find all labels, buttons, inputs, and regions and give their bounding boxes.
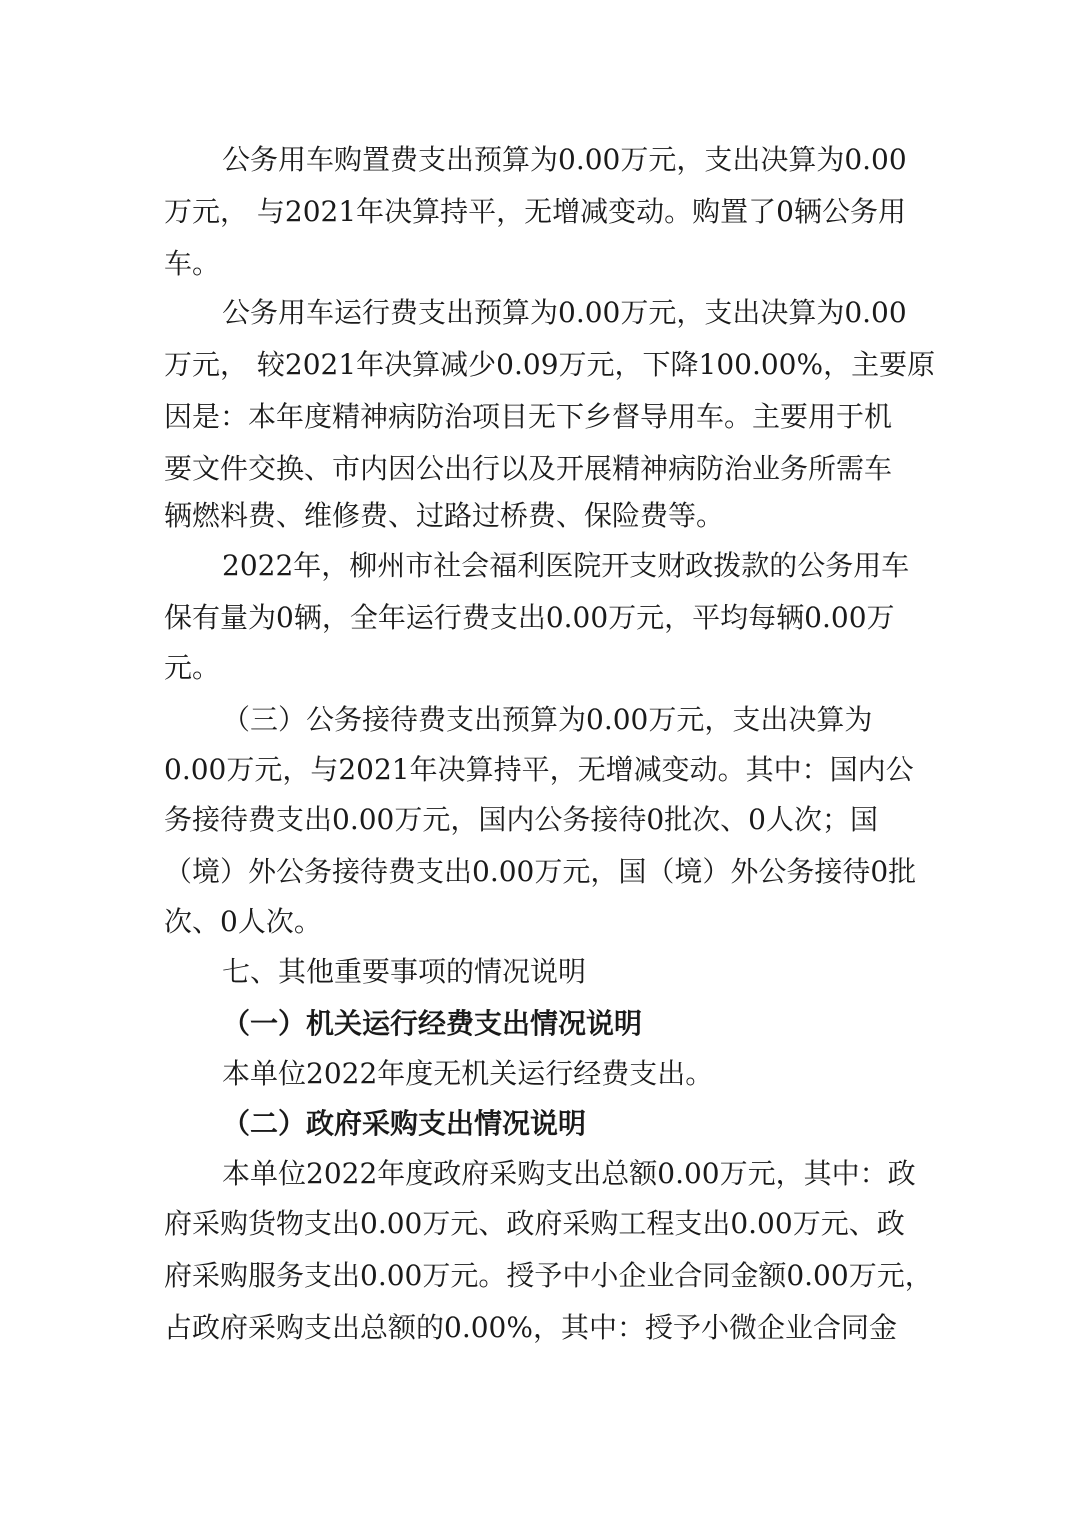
text-line: 务接待费支出0.00万元，国内公务接待0批次、0人次；国 <box>164 803 878 836</box>
text-line: 本单位2022年度无机关运行经费支出。 <box>222 1057 714 1090</box>
text-line: 因是：本年度精神病防治项目无下乡督导用车。主要用于机 <box>164 400 893 433</box>
text-line: 0.00万元，与2021年决算持平，无增减变动。其中：国内公 <box>164 753 914 786</box>
text-line: 要文件交换、市内因公出行以及开展精神病防治业务所需车 <box>164 452 893 485</box>
text-line: 次、0人次。 <box>164 905 322 938</box>
text-line: 占政府采购支出总额的0.00%，其中：授予小微企业合同金 <box>164 1311 897 1344</box>
text-line: 公务用车购置费支出预算为0.00万元，支出决算为0.00 <box>222 143 907 176</box>
text-line: 元。 <box>164 651 221 684</box>
section-heading: 七、其他重要事项的情况说明 <box>222 955 587 988</box>
text-line: （三）公务接待费支出预算为0.00万元，支出决算为 <box>222 703 873 736</box>
text-line: 车。 <box>164 247 221 280</box>
text-line: 2022年，柳州市社会福利医院开支财政拨款的公务用车 <box>222 549 910 582</box>
subsection-heading: （一）机关运行经费支出情况说明 <box>222 1007 643 1040</box>
text-line: 辆燃料费、维修费、过路过桥费、保险费等。 <box>164 499 725 532</box>
text-line: 万元， 较2021年决算减少0.09万元，下降100.00%，主要原 <box>164 348 936 381</box>
text-line: 万元， 与2021年决算持平，无增减变动。购置了0辆公务用 <box>164 195 906 228</box>
text-line: 本单位2022年度政府采购支出总额0.00万元，其中：政 <box>222 1157 916 1190</box>
text-line: （境）外公务接待费支出0.00万元，国（境）外公务接待0批 <box>164 855 917 888</box>
text-line: 公务用车运行费支出预算为0.00万元，支出决算为0.00 <box>222 296 907 329</box>
subsection-heading: （二）政府采购支出情况说明 <box>222 1107 587 1140</box>
text-line: 保有量为0辆，全年运行费支出0.00万元，平均每辆0.00万 <box>164 601 895 634</box>
text-line: 府采购货物支出0.00万元、政府采购工程支出0.00万元、政 <box>164 1207 905 1240</box>
text-line: 府采购服务支出0.00万元。授予中小企业合同金额0.00万元， <box>164 1259 933 1292</box>
